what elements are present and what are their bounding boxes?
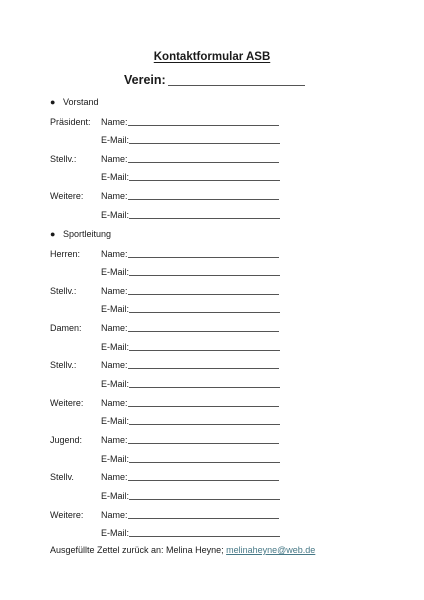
name-row bbox=[50, 116, 310, 128]
name-label: Name: bbox=[101, 248, 128, 259]
name-input-line[interactable] bbox=[128, 257, 279, 258]
email-label: E-Mail: bbox=[101, 528, 130, 539]
name-input-line[interactable] bbox=[128, 406, 279, 407]
email-field bbox=[101, 490, 280, 502]
role-label: Herren: bbox=[50, 248, 81, 259]
footer-text: Ausgefüllte Zettel zurück an: Melina Heyne; bbox=[50, 545, 224, 555]
name-label: Name: bbox=[101, 360, 128, 371]
email-field bbox=[101, 341, 280, 353]
email-input-line[interactable] bbox=[129, 312, 280, 313]
section-heading bbox=[50, 229, 111, 239]
email-input-line[interactable] bbox=[129, 499, 280, 500]
email-input-line[interactable] bbox=[129, 462, 280, 463]
name-row bbox=[50, 397, 310, 409]
role-label: Weitere: bbox=[50, 191, 84, 202]
role-label: Stellv. bbox=[50, 472, 74, 483]
name-input-line[interactable] bbox=[128, 162, 279, 163]
email-input-line[interactable] bbox=[129, 424, 280, 425]
name-row bbox=[50, 248, 310, 260]
name-field bbox=[101, 322, 279, 334]
name-label: Name: bbox=[101, 285, 128, 296]
name-label: Name: bbox=[101, 435, 128, 445]
email-label: E-Mail: bbox=[101, 379, 130, 390]
email-label: E-Mail: bbox=[101, 304, 130, 315]
email-label: E-Mail: bbox=[101, 453, 130, 464]
verein-label: Verein: bbox=[124, 73, 166, 87]
email-input-line[interactable] bbox=[129, 536, 280, 537]
email-input-line[interactable] bbox=[129, 275, 280, 276]
name-field bbox=[101, 359, 279, 371]
bullet-icon: ● bbox=[50, 229, 56, 239]
email-input-line[interactable] bbox=[129, 143, 280, 144]
name-label: Name: bbox=[101, 472, 128, 483]
name-field bbox=[101, 116, 279, 128]
name-input-line[interactable] bbox=[128, 518, 279, 519]
email-field bbox=[101, 378, 280, 390]
name-input-line[interactable] bbox=[128, 480, 279, 481]
name-row bbox=[50, 359, 310, 371]
email-input-line[interactable] bbox=[129, 180, 280, 181]
email-row bbox=[50, 341, 310, 353]
role-label: Stellv.: bbox=[50, 360, 77, 371]
bullet-icon: ● bbox=[50, 97, 56, 107]
email-input-line[interactable] bbox=[129, 218, 280, 219]
name-row bbox=[50, 322, 310, 334]
email-field bbox=[101, 134, 280, 146]
role-label: Präsident: bbox=[50, 116, 91, 127]
form-title: Kontaktformular ASB bbox=[153, 51, 271, 63]
verein-input-line[interactable] bbox=[168, 85, 305, 86]
name-input-line[interactable] bbox=[128, 443, 279, 444]
name-field bbox=[101, 248, 279, 260]
name-field bbox=[101, 190, 279, 202]
email-row bbox=[50, 527, 310, 539]
name-row bbox=[50, 285, 310, 297]
email-field bbox=[101, 171, 280, 183]
name-row bbox=[50, 509, 310, 521]
email-label: E-Mail: bbox=[101, 267, 130, 278]
email-input-line[interactable] bbox=[129, 350, 280, 351]
email-field bbox=[101, 415, 280, 427]
email-label: E-Mail: bbox=[101, 341, 130, 352]
name-label: Name: bbox=[101, 153, 128, 164]
email-row bbox=[50, 266, 310, 278]
name-row bbox=[50, 471, 310, 483]
role-label: Weitere: bbox=[50, 509, 84, 520]
email-row bbox=[50, 134, 310, 146]
name-field bbox=[101, 153, 279, 165]
role-label: Damen: bbox=[50, 323, 82, 334]
name-input-line[interactable] bbox=[128, 294, 279, 295]
section-heading bbox=[50, 97, 99, 107]
email-label: E-Mail: bbox=[101, 209, 130, 220]
name-field bbox=[101, 509, 279, 521]
name-field bbox=[101, 471, 279, 483]
role-label: Jugend: bbox=[50, 435, 83, 445]
role-label: Stellv.: bbox=[50, 285, 77, 296]
name-field bbox=[101, 285, 279, 297]
email-row bbox=[50, 415, 310, 427]
name-field bbox=[101, 434, 279, 446]
email-label: E-Mail: bbox=[101, 416, 130, 427]
email-row bbox=[50, 209, 310, 221]
name-input-line[interactable] bbox=[128, 125, 279, 126]
name-field bbox=[101, 397, 279, 409]
email-field bbox=[101, 527, 280, 539]
email-field bbox=[101, 209, 280, 221]
email-input-line[interactable] bbox=[129, 387, 280, 388]
section-heading-label: Vorstand bbox=[63, 97, 99, 107]
email-row bbox=[50, 378, 310, 390]
email-row bbox=[50, 171, 310, 183]
name-label: Name: bbox=[101, 191, 128, 202]
email-field bbox=[101, 303, 280, 315]
email-row bbox=[50, 453, 310, 465]
name-label: Name: bbox=[101, 509, 128, 520]
email-row bbox=[50, 490, 310, 502]
name-input-line[interactable] bbox=[128, 368, 279, 369]
verein-field bbox=[124, 73, 305, 87]
email-label: E-Mail: bbox=[101, 135, 130, 146]
name-row bbox=[50, 190, 310, 202]
role-label: Weitere: bbox=[50, 397, 84, 408]
email-label: E-Mail: bbox=[101, 490, 130, 501]
email-row bbox=[50, 303, 310, 315]
name-label: Name: bbox=[101, 116, 128, 127]
email-field bbox=[101, 266, 280, 278]
name-label: Name: bbox=[101, 397, 128, 408]
email-field bbox=[101, 453, 280, 465]
footer-email-link[interactable]: melinaheyne@web.de bbox=[226, 545, 316, 555]
name-label: Name: bbox=[101, 323, 128, 334]
section-heading-label: Sportleitung bbox=[63, 229, 112, 239]
name-row bbox=[50, 153, 310, 165]
name-input-line[interactable] bbox=[128, 331, 279, 332]
role-label: Stellv.: bbox=[50, 153, 77, 164]
email-label: E-Mail: bbox=[101, 172, 130, 183]
name-row bbox=[50, 434, 310, 446]
name-input-line[interactable] bbox=[128, 199, 279, 200]
footer-note bbox=[50, 545, 315, 555]
